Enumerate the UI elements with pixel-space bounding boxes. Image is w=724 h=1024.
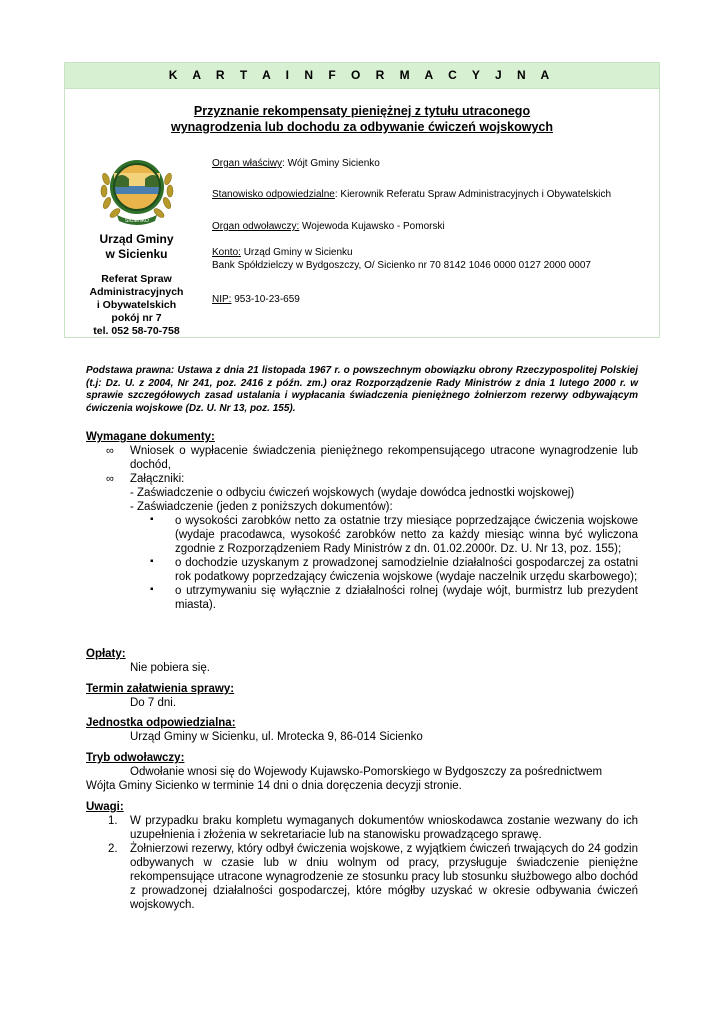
notes-section — [86, 800, 638, 912]
attachment-2: - Zaświadczenie (jeden z poniższych dokumentów): — [130, 501, 393, 513]
info-card — [64, 62, 660, 338]
notes-title: Uwagi: — [86, 801, 124, 813]
office-department — [71, 273, 202, 338]
deadline-text: Do 7 dni. — [130, 697, 177, 709]
fees-title: Opłaty: — [86, 648, 126, 660]
deadline-title: Termin załatwienia sprawy: — [86, 683, 235, 695]
appeal-authority: Organ odwoławczy: Wojewoda Kujawsko - Pomorski — [212, 221, 445, 232]
responsible-position: Stanowisko odpowiedzialne: Kierownik Referatu Spraw Administracyjnych i Obywatelskich — [212, 189, 612, 200]
list-item: ▪ o wysokości zarobków netto za ostatnie trzy miesiące poprzedzające ćwiczenia wojskowe (wydaje pracodawca, wysokość zarobków netto za każdy miesiąc winna być wyliczona zgodnie z Rozporządzeniem Rady Ministrów z dn. 01.02.2000r. Dz. U. Nr 13, poz. 155); — [150, 514, 638, 555]
office-contact — [71, 232, 202, 338]
office-phone: tel. 052 58-70-758 — [93, 325, 180, 337]
logo-lettering: SICIENKO — [125, 218, 149, 224]
required-documents-section — [86, 430, 638, 612]
appeal-title: Tryb odwoławczy: — [86, 752, 185, 764]
appeal-section — [86, 751, 638, 793]
attachment-1: - Zaświadczenie o odbyciu ćwiczeń wojskowych (wydaje dowódca jednostki wojskowej) — [130, 487, 575, 499]
tax-id: NIP: 953-10-23-659 — [212, 294, 300, 305]
dept-line-1: Referat Spraw — [101, 273, 172, 285]
appeal-text-line-2: Wójta Gminy Sicienko w terminie 14 dni o dnia doręczenia decyzji stronie. — [86, 780, 462, 792]
municipality-emblem-logo — [97, 149, 177, 229]
unit-text: Urząd Gminy w Sicienku, ul. Mrotecka 9, 86-014 Sicienko — [130, 731, 423, 743]
list-item: ▪ o utrzymywaniu się wyłącznie z działalności rolnej (wydaje wójt, burmistrz lub prezydent miasta). — [150, 584, 638, 611]
dept-line-3: i Obywatelskich — [96, 299, 177, 311]
list-item: ∞ Załączniki: — [106, 473, 185, 485]
dept-line-2: Administracyjnych — [89, 286, 184, 298]
office-name-line-1: Urząd Gminy — [99, 232, 174, 246]
fees-text: Nie pobiera się. — [130, 662, 210, 674]
bank-account: Konto: Urząd Gminy w Sicienku Bank Spółdzielczy w Bydgoszczy, O/ Sicienko nr 70 8142 1046 0000 0127 2000 0007 — [212, 246, 657, 272]
document-subject — [65, 103, 659, 135]
deadline-section — [86, 682, 638, 710]
bank-details: Bank Spółdzielczy w Bydgoszczy, O/ Sicienko nr 70 8142 1046 0000 0127 2000 0007 — [212, 260, 591, 271]
competent-authority: Organ właściwy: Wójt Gminy Sicienko — [212, 158, 380, 169]
fees-section — [86, 647, 638, 675]
office-room: pokój nr 7 — [111, 312, 162, 324]
unit-section — [86, 716, 638, 744]
list-item: ∞ Wniosek o wypłacenie świadczenia pieniężnego rekompensującego utracone wynagrodzenie lub dochód, — [106, 445, 638, 471]
card-title: K A R T A I N F O R M A C Y J N A — [65, 63, 659, 89]
unit-title: Jednostka odpowiedzialna: — [86, 717, 236, 729]
list-item: ▪ o dochodzie uzyskanym z prowadzonej samodzielnie działalności gospodarczej za ostatni rok podatkowy poprzedzający ćwiczenia wojskowe (wydaje naczelnik urzędu skarbowego); — [150, 556, 638, 583]
office-name-line-2: w Sicienku — [105, 247, 168, 261]
required-documents-title: Wymagane dokumenty: — [86, 431, 215, 443]
list-item: 1. W przypadku braku kompletu wymaganych dokumentów wnioskodawca zostanie wezwany do ich uzupełnienia i złożenia w sekretariacie lub na stanowisku prowadzącego sprawę. — [108, 815, 638, 841]
appeal-text-line-1: Odwołanie wnosi się do Wojewody Kujawsko-Pomorskiego w Bydgoszczy za pośrednictwem — [130, 766, 603, 778]
list-item: 2. Żołnierzowi rezerwy, który odbył ćwiczenia wojskowe, z wyjątkiem ćwiczeń trwających do 24 godzin odbywanych w czasie lub w dniu wolnym od pracy, przysługuje świadczenie pieniężne rekompensujące utracone wynagrodzenie ze stosunku pracy lub stosunku służbowego albo dochód z prowadzonej działalności gospodarczej, które mógłby uzyskać w okresie odbywania ćwiczeń wojskowych. — [108, 843, 638, 911]
subject-line-1: Przyznanie rekompensaty pieniężnej z tytułu utraconego — [193, 104, 531, 118]
subject-line-2: wynagrodzenia lub dochodu za odbywanie ćwiczeń wojskowych — [170, 120, 553, 134]
legal-basis: Podstawa prawna: Ustawa z dnia 21 listopada 1967 r. o powszechnym obowiązku obrony Rzeczypospolitej Polskiej (t.j: Dz. U. z 2004, Nr 241, poz. 2416 z późn. zm.) oraz Rozporządzenie Rady Ministrów z dnia 1 lutego 2000 r. w sprawie szczegółowych zasad ustalania i wypłacania świadczenia pieniężnego żołnierzom rezerwy odbywającym ćwiczenia wojskowe (Dz. U. Nr 13, poz. 155). — [86, 365, 638, 414]
